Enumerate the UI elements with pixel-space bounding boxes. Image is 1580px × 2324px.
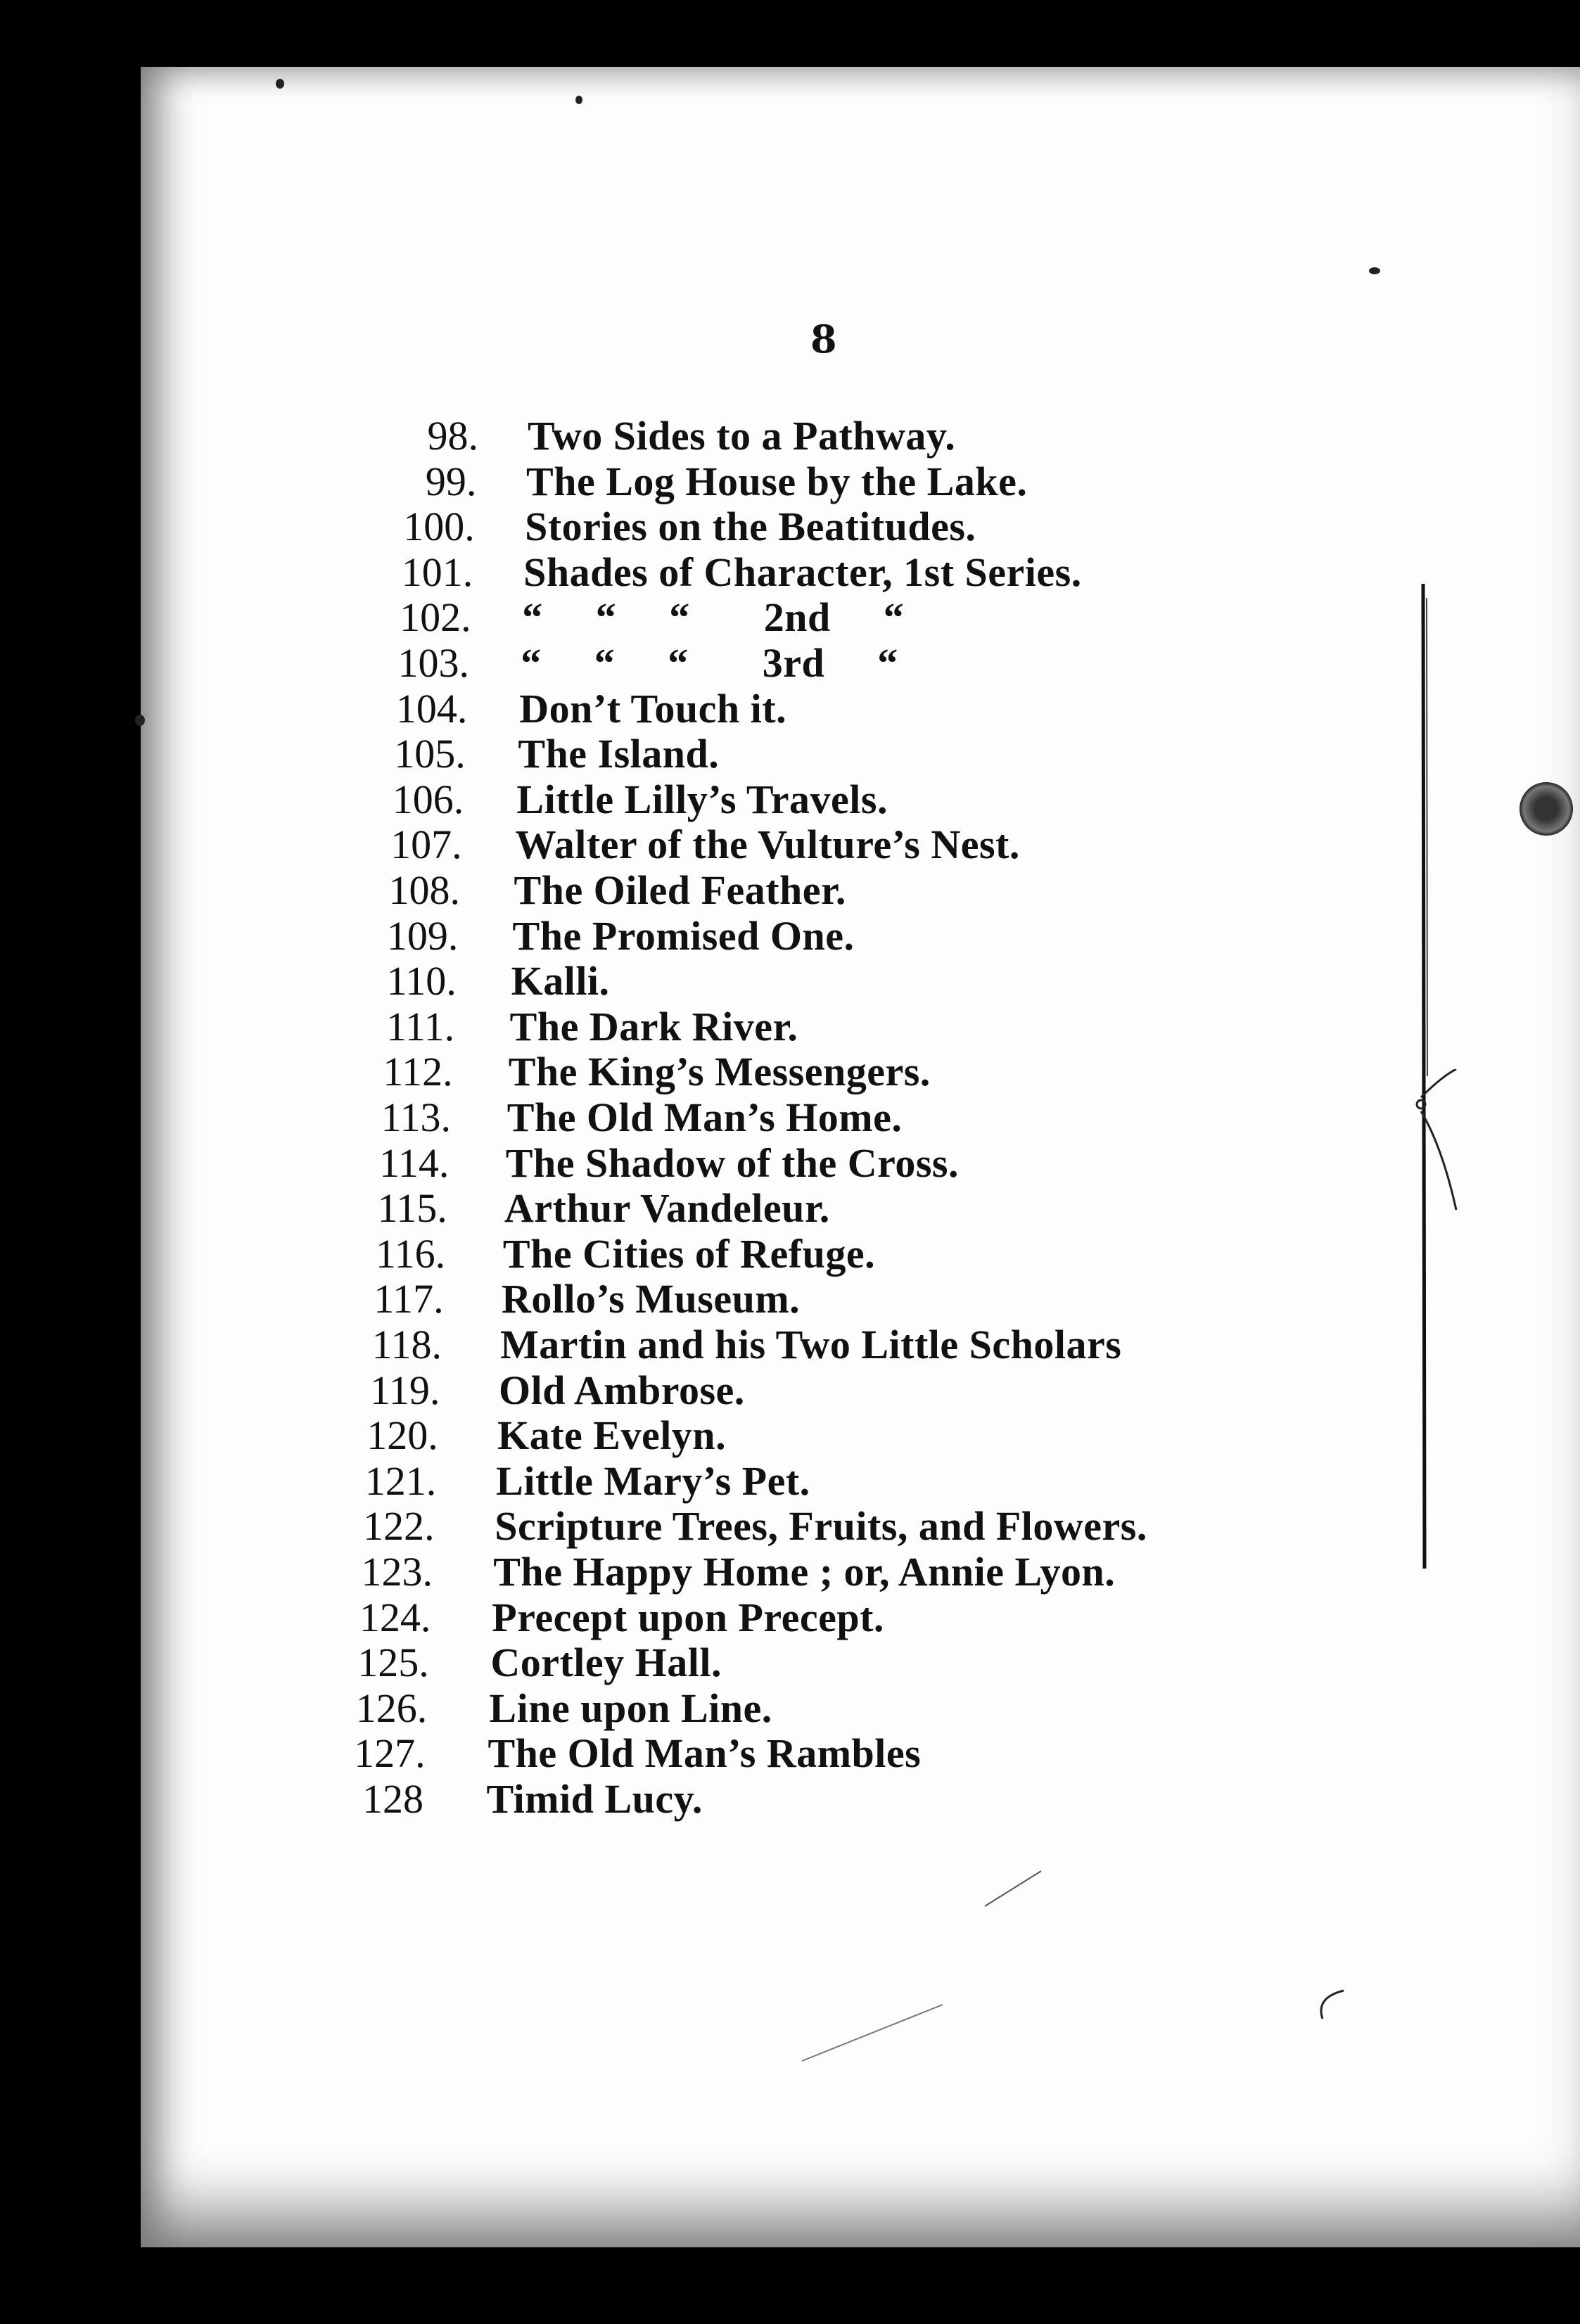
list-item bbox=[0, 1550, 1580, 1595]
entry-number: 109. bbox=[386, 912, 459, 959]
list-item bbox=[0, 595, 1580, 640]
entry-number: 116. bbox=[375, 1230, 446, 1277]
entry-title: Rollo’s Museum. bbox=[501, 1276, 801, 1322]
list-item bbox=[0, 1049, 1580, 1094]
list-item bbox=[0, 1595, 1580, 1640]
scratch-marks bbox=[774, 1864, 1055, 2075]
entry-number: 122. bbox=[363, 1503, 435, 1550]
entry-number: 107. bbox=[390, 822, 462, 868]
entry-title: Don’t Touch it. bbox=[519, 685, 787, 732]
speck bbox=[135, 715, 145, 726]
entry-title: Old Ambrose. bbox=[499, 1367, 745, 1413]
list-item bbox=[0, 1413, 1580, 1458]
entry-title: Kalli. bbox=[511, 958, 610, 1004]
entry-title: Two Sides to a Pathway. bbox=[528, 413, 956, 459]
entry-title: Timid Lucy. bbox=[486, 1776, 703, 1822]
list-item bbox=[0, 1322, 1580, 1367]
list-item bbox=[0, 1686, 1580, 1731]
entry-number: 106. bbox=[392, 776, 464, 822]
entry-number: 119. bbox=[370, 1367, 440, 1413]
list-item bbox=[0, 504, 1580, 549]
entry-number: 110. bbox=[386, 958, 457, 1004]
entry-title: The Happy Home ; or, Annie Lyon. bbox=[493, 1549, 1116, 1595]
entry-title: Scripture Trees, Fruits, and Flowers. bbox=[495, 1503, 1147, 1550]
entry-number: 103. bbox=[397, 640, 469, 686]
entry-title: The King’s Messengers. bbox=[508, 1049, 931, 1095]
margin-flourish bbox=[1414, 1069, 1470, 1238]
list-item bbox=[0, 550, 1580, 595]
entry-number: 101. bbox=[401, 549, 473, 595]
entry-title: Little Lilly’s Travels. bbox=[516, 776, 888, 822]
list-item bbox=[0, 1232, 1580, 1277]
list-item bbox=[0, 641, 1580, 686]
list-item bbox=[0, 1004, 1580, 1049]
list-item bbox=[0, 777, 1580, 822]
list-item bbox=[0, 1186, 1580, 1231]
entry-number: 111. bbox=[386, 1003, 455, 1049]
speck bbox=[1369, 267, 1380, 274]
list-item bbox=[0, 914, 1580, 959]
entry-number: 112. bbox=[383, 1049, 453, 1095]
entry-title: Kate Evelyn. bbox=[497, 1412, 727, 1459]
list-item bbox=[0, 868, 1580, 913]
page-number: 8 bbox=[810, 317, 837, 362]
entry-title: Walter of the Vulture’s Nest. bbox=[515, 822, 1020, 868]
entry-title: Precept upon Precept. bbox=[492, 1594, 884, 1640]
entry-number: 125. bbox=[357, 1640, 429, 1686]
entry-number: 99. bbox=[425, 458, 477, 504]
list-item bbox=[0, 1095, 1580, 1140]
entry-number: 120. bbox=[367, 1412, 438, 1459]
entry-number: 117. bbox=[374, 1276, 444, 1322]
entry-number: 115. bbox=[377, 1185, 447, 1232]
entry-number: 105. bbox=[394, 731, 466, 777]
entry-title: The Cities of Refuge. bbox=[502, 1230, 876, 1277]
entry-number: 127. bbox=[354, 1730, 426, 1777]
list-item bbox=[0, 414, 1580, 459]
list-item bbox=[0, 1459, 1580, 1504]
entry-title: “ “ “ 3rd “ bbox=[521, 640, 898, 686]
entry-number: 102. bbox=[400, 594, 471, 641]
list-item bbox=[0, 1640, 1580, 1685]
entry-title: The Island. bbox=[518, 731, 720, 777]
entry-title: The Promised One. bbox=[512, 912, 855, 959]
list-item bbox=[0, 1141, 1580, 1186]
entry-number: 98. bbox=[427, 413, 478, 459]
entry-number: 100. bbox=[403, 504, 475, 550]
list-item bbox=[0, 687, 1580, 732]
list-item bbox=[0, 1277, 1580, 1322]
entry-number: 114. bbox=[379, 1139, 450, 1186]
entry-title: Line upon Line. bbox=[489, 1685, 772, 1731]
entry-number: 108. bbox=[388, 867, 460, 913]
entry-title: Cortley Hall. bbox=[490, 1640, 722, 1686]
entry-title: The Dark River. bbox=[509, 1003, 798, 1049]
entry-number: 118. bbox=[371, 1322, 442, 1367]
list-item bbox=[0, 732, 1580, 777]
list-item bbox=[0, 1777, 1580, 1822]
entry-number: 128 bbox=[362, 1776, 423, 1822]
entry-title: “ “ “ 2nd “ bbox=[522, 594, 905, 641]
entry-title: Shades of Character, 1st Series. bbox=[523, 549, 1082, 595]
entry-title: Martin and his Two Little Scholars bbox=[500, 1322, 1122, 1367]
list-item bbox=[0, 1368, 1580, 1413]
entry-title: The Old Man’s Rambles bbox=[488, 1730, 922, 1777]
speck bbox=[276, 79, 284, 89]
entry-number: 126. bbox=[355, 1685, 428, 1731]
list-item bbox=[0, 1504, 1580, 1549]
speck bbox=[575, 96, 582, 104]
entry-title: The Oiled Feather. bbox=[514, 867, 846, 913]
entry-number: 121. bbox=[364, 1457, 437, 1504]
list-item bbox=[0, 822, 1580, 867]
entry-title: The Shadow of the Cross. bbox=[505, 1139, 959, 1186]
entry-number: 123. bbox=[361, 1549, 433, 1595]
entry-number: 124. bbox=[359, 1594, 431, 1640]
entry-title: Little Mary’s Pet. bbox=[496, 1457, 810, 1504]
entry-title: The Old Man’s Home. bbox=[507, 1094, 903, 1140]
entry-number: 104. bbox=[395, 685, 468, 732]
list-item bbox=[0, 1731, 1580, 1776]
entry-title: The Log House by the Lake. bbox=[526, 458, 1028, 504]
entry-number: 113. bbox=[381, 1094, 451, 1140]
ink-blot bbox=[1520, 782, 1573, 836]
entry-title: Arthur Vandeleur. bbox=[504, 1185, 830, 1232]
pen-mark bbox=[1308, 1984, 1351, 2026]
entry-title: Stories on the Beatitudes. bbox=[525, 504, 976, 550]
list-item bbox=[0, 459, 1580, 504]
list-item bbox=[0, 959, 1580, 1004]
